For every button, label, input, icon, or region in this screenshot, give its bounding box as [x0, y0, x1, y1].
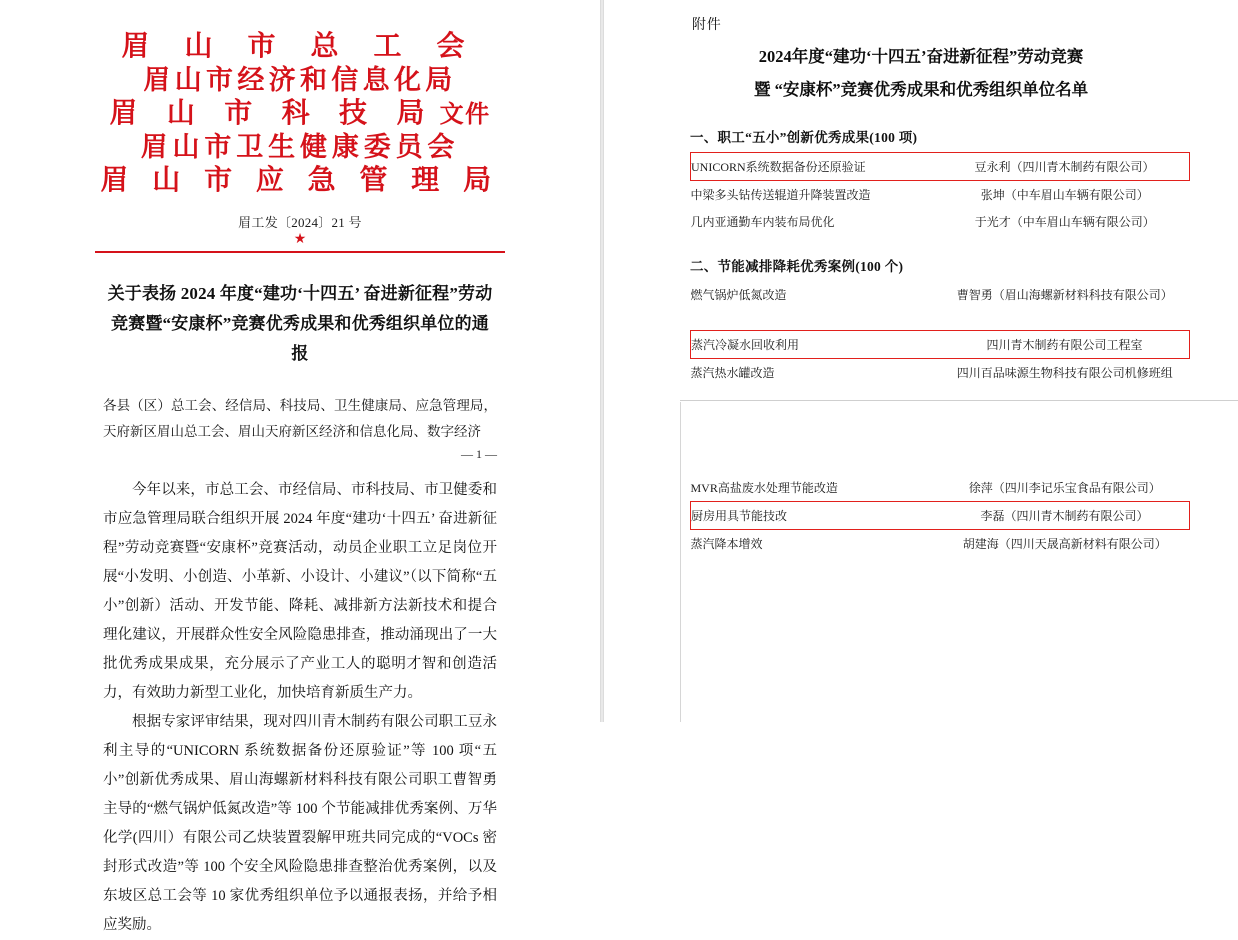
spacer-cell: [940, 386, 1190, 408]
award-list-table-2: [690, 281, 1190, 557]
award-list-table-1: [690, 152, 1190, 235]
table-row: [691, 281, 1190, 308]
spacer-cell: [940, 452, 1190, 474]
page-number: — 1 —: [461, 447, 497, 462]
row-item: 厨房用具节能技改: [691, 502, 941, 530]
body-paragraph-2: 根据专家评审结果，现对四川青木制药有限公司职工豆永利主导的“UNICORN 系统数据备份还原验证”等 100 项“五小”创新优秀成果、眉山海螺新材料科技有限公司职工曹智勇主导的“燃气锅炉低氮改造”等 100 个节能减排优秀案例、万华化学(四川）有限公司乙炔装置裂解甲班共同完成的“VOCs 密封形式改造”等 100 个安全风险隐患排查整治优秀案例，以及东坡区总工会等 10 家优秀组织单位予以通报表扬，并给予相应奖励。: [103, 714, 497, 934]
spacer-cell: [691, 408, 941, 430]
red-horizontal-rule: [95, 251, 505, 253]
table-row: [691, 530, 1190, 558]
letterhead-line-4: 眉山市卫生健康委员会: [140, 132, 460, 163]
row-owner: 张坤（中车眉山车辆有限公司）: [980, 188, 1149, 202]
table-row: [691, 181, 1190, 209]
spacer-cell: [691, 452, 941, 474]
row-owner: 曹智勇（眉山海螺新材料科技有限公司）: [956, 288, 1173, 302]
spacer-cell: [691, 386, 941, 408]
attachment-title-line-1: 2024年度“建功‘十四五’奋进新征程”劳动竞赛: [758, 47, 1084, 66]
left-document-page: [0, 0, 600, 934]
letterhead-line-3: [0, 97, 600, 131]
spacer-cell: [940, 408, 1190, 430]
row-owner: 四川百品味源生物科技有限公司机修班组: [956, 366, 1173, 380]
table-row: [691, 502, 1190, 530]
attachment-label: 附件: [692, 18, 722, 33]
table-row: [691, 208, 1190, 235]
table-spacer-row: [691, 308, 1190, 331]
row-item: MVR高盐废水处理节能改造: [690, 481, 838, 495]
wenjian-label: 文件: [439, 102, 491, 129]
row-item: 燃气锅炉低氮改造: [690, 288, 787, 302]
table-spacer-row: [691, 452, 1190, 474]
page-title: 关于表扬 2024 年度“建功‘十四五’ 奋进新征程”劳动竞赛暨“安康杯”竞赛优秀成果和优秀组织单位的通报: [107, 284, 493, 363]
spacer-cell: [940, 308, 1190, 331]
row-item: UNICORN系统数据备份还原验证: [691, 153, 941, 181]
row-item: 中梁多头钻传送辊道升降装置改造: [690, 188, 871, 202]
row-owner: 李磊（四川青木制药有限公司）: [940, 502, 1190, 530]
right-document-page: [604, 0, 1238, 722]
table-row: [691, 331, 1190, 359]
document-number: 眉工发〔2024〕21 号: [238, 215, 362, 231]
section-heading-1: 一、职工“五小”创新优秀成果(100 项): [690, 130, 918, 145]
spacer-cell: [691, 430, 941, 452]
table-spacer-row: [691, 408, 1190, 430]
spacer-cell: [940, 430, 1190, 452]
letterhead-line-1: 眉 山 市 总 工 会: [121, 31, 479, 62]
spacer-cell: [691, 308, 941, 331]
right-column-rule: [680, 402, 681, 722]
table-row: [691, 359, 1190, 387]
letterhead-line-3-text: 眉 山 市 科 技 局: [109, 98, 436, 130]
table-spacer-row: [691, 430, 1190, 452]
row-owner: 于光才（中车眉山车辆有限公司）: [974, 215, 1155, 229]
attachment-title: [686, 40, 1156, 106]
row-owner: 四川青木制药有限公司工程室: [940, 331, 1190, 359]
table-spacer-row: [691, 386, 1190, 408]
section-divider-line: [680, 400, 1238, 401]
recipient-list: 各县（区）总工会、经信局、科技局、卫生健康局、应急管理局，天府新区眉山总工会、眉山天府新区经济和信息化局、数字经济: [103, 397, 497, 439]
row-item: 蒸汽冷凝水回收利用: [691, 331, 941, 359]
row-owner: 豆永利（四川青木制药有限公司）: [940, 153, 1189, 181]
letterhead-line-5: 眉 山 市 应 急 管 理 局: [100, 165, 500, 197]
letterhead-line-2: 眉山市经济和信息化局: [143, 65, 457, 96]
row-item: 蒸汽热水罐改造: [690, 366, 775, 380]
row-item: 几内亚通勤车内装布局优化: [690, 215, 835, 229]
table-row: [691, 474, 1190, 502]
section-heading-2: 二、节能减排降耗优秀案例(100 个): [690, 259, 904, 274]
row-owner: 胡建海（四川天晟高新材料有限公司）: [962, 537, 1167, 551]
row-item: 蒸汽降本增效: [690, 537, 763, 551]
table-row: [691, 153, 1190, 181]
red-star-icon: ★: [293, 232, 307, 248]
attachment-title-line-2: 暨 “安康杯”竞赛优秀成果和优秀组织单位名单: [753, 80, 1089, 99]
body-paragraph-1: 今年以来，市总工会、市经信局、市科技局、市卫健委和市应急管理局联合组织开展 2024 年度“建功‘十四五’ 奋进新征程”劳动竞赛暨“安康杯”竞赛活动，动员企业职工立足岗位开展“小发明、小创造、小革新、小设计、小建议”（以下简称“五小”创新）活动、开发节能、降耗、减排新方法新技术和提合理化建议，开展群众性安全风险隐患排查，推动涌现出了一大批优秀成果成果，充分展示了产业工人的聪明才智和创造活力，有效助力新型工业化，加快培育新质生产力。: [103, 482, 497, 702]
body-text: [103, 476, 497, 940]
red-letterhead: [0, 30, 600, 198]
row-owner: 徐萍（四川李记乐宝食品有限公司）: [968, 481, 1161, 495]
